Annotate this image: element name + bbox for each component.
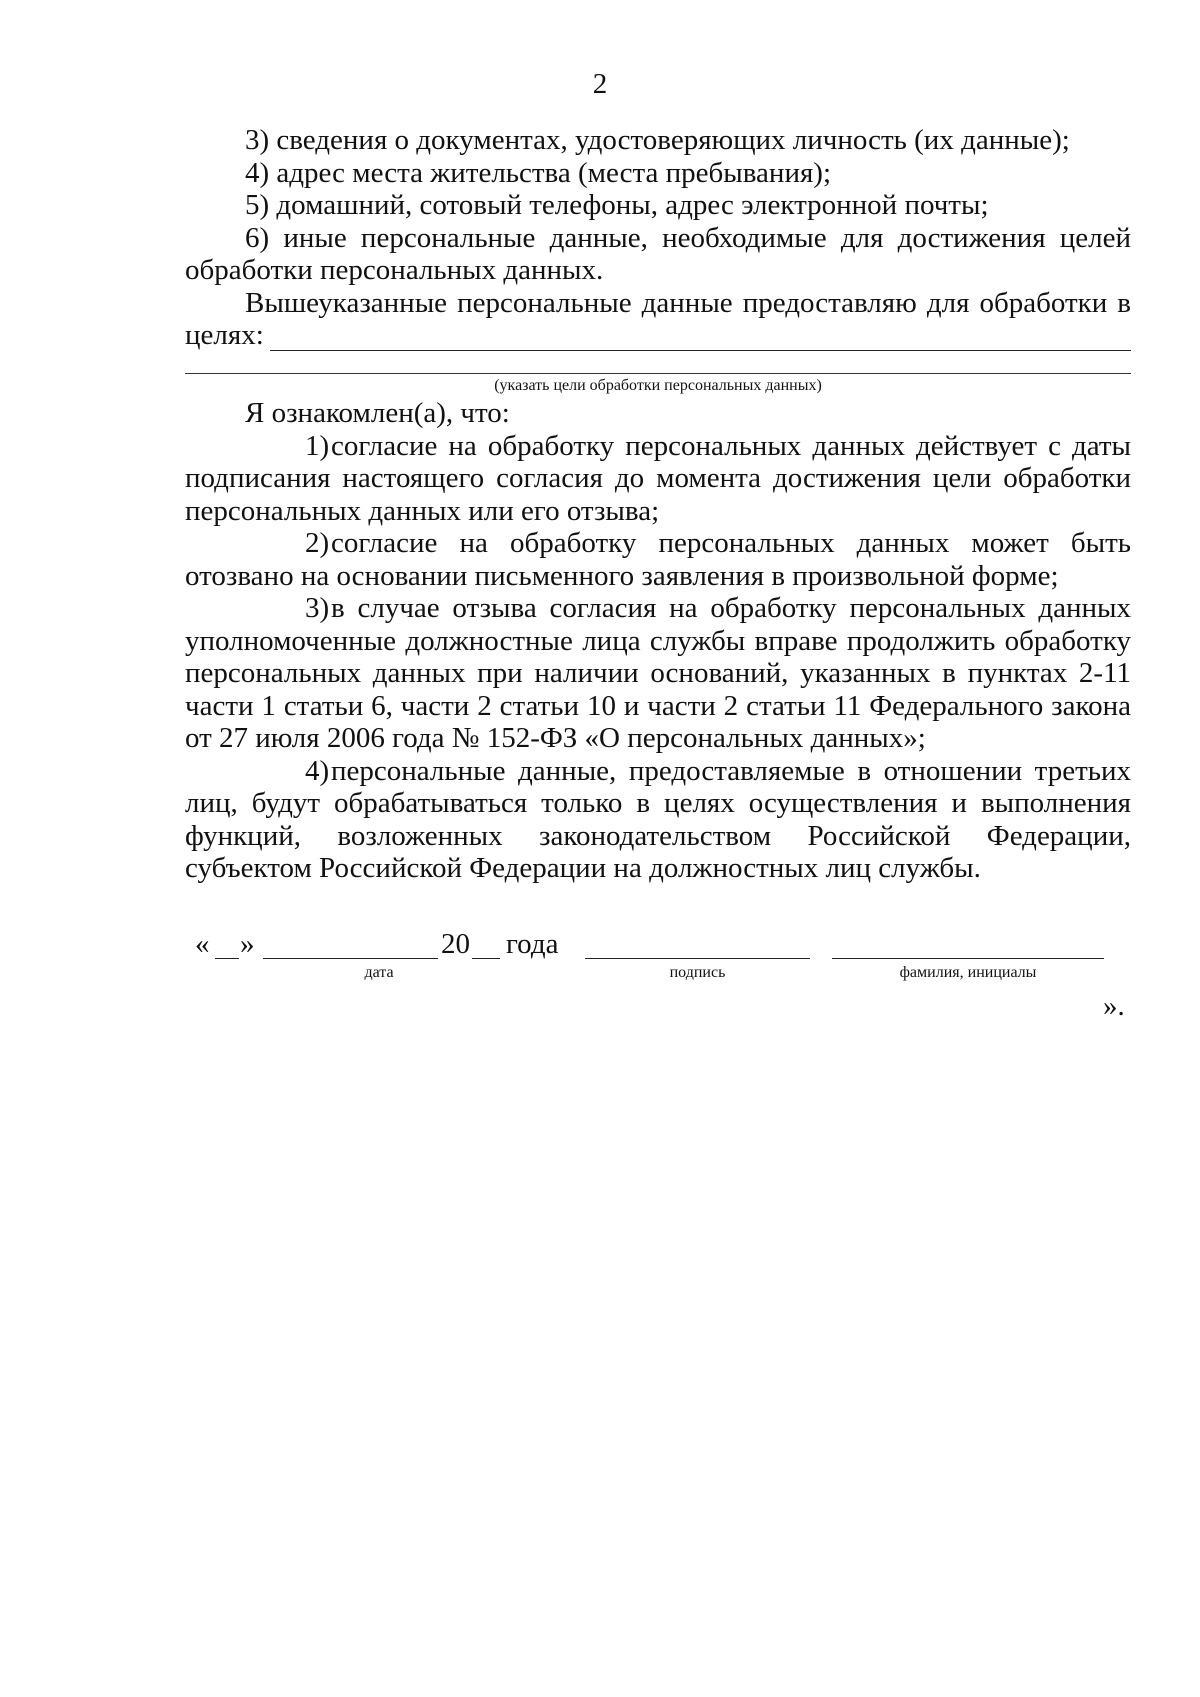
closing-quote: ». <box>1103 990 1125 1022</box>
list-item-6: 6) иные персональные данные, необходимые для достижения целей обработки персональных данных. <box>185 221 1131 286</box>
page-number: 2 <box>592 68 608 100</box>
list-item-3: 3) сведения о документах, удостоверяющих личность (их данные); <box>245 124 1070 156</box>
ack-item-3-text: в случае отзыва согласия на обработку персональных данных уполномоченные должностные лица службы вправе продолжить обработку персональных данных при наличии оснований, указанных в пунктах 2-11 части 1 статьи 6, части 2 статьи 10 и части 2 статьи 11 Федерального закона от 27 июля 2006 года № 152-ФЗ «О персональных данных»; <box>185 592 1131 754</box>
ack-item-1-num: 1) <box>305 429 330 462</box>
ack-item-2 <box>185 527 1131 592</box>
sign-label: подпись <box>669 964 726 981</box>
ack-item-1-text: согласие на обработку персональных данных действует с даты подписания настоящего согласия до момента достижения цели обработки персональных данных или его отзыва; <box>185 429 1131 527</box>
ack-item-3-num: 3) <box>305 592 330 624</box>
day-field[interactable] <box>215 930 239 959</box>
purpose-label: целях: <box>185 318 264 351</box>
purpose-text: Вышеуказанные персональные данные предоставляю для обработки в <box>245 286 1131 319</box>
ack-item-2-text: согласие на обработку персональных данных может быть отозвано на основании письменного заявления в произвольной форме; <box>185 527 1131 592</box>
month-field[interactable] <box>263 930 438 959</box>
purpose-line-2[interactable] <box>185 363 1131 374</box>
quote-close: » <box>240 928 255 960</box>
purpose-caption: (указать цели обработки персональных данных) <box>494 377 822 394</box>
name-label: фамилия, инициалы <box>899 964 1037 981</box>
year-prefix: 20 <box>441 928 470 960</box>
list-item-4: 4) адрес места жительства (места пребывания); <box>245 156 832 189</box>
purpose-field[interactable] <box>185 319 1131 351</box>
ack-item-3 <box>185 592 1131 755</box>
ack-item-4-text: персональные данные, предоставляемые в отношении третьих лиц, будут обрабатываться только в целях осуществления и выполнения функций, возложенных законодательством Российской Федерации, субъектом Российской Федерации на должностных лиц службы. <box>185 754 1131 884</box>
ack-item-1 <box>185 430 1131 528</box>
ack-item-2-num: 2) <box>305 527 330 559</box>
document-body <box>185 0 1131 885</box>
ack-intro: Я ознакомлен(а), что: <box>245 397 510 429</box>
signature-field[interactable] <box>585 930 810 959</box>
ack-item-4 <box>185 755 1131 885</box>
date-label: дата <box>364 964 394 981</box>
list-item-5: 5) домашний, сотовый телефоны, адрес электронной почты; <box>245 189 989 221</box>
year-field[interactable] <box>472 930 500 959</box>
ack-item-4-num: 4) <box>305 754 330 787</box>
year-word: года <box>506 928 559 960</box>
purpose-line[interactable] <box>270 328 1131 351</box>
name-field[interactable] <box>832 930 1104 959</box>
quote-open: « <box>195 928 210 960</box>
